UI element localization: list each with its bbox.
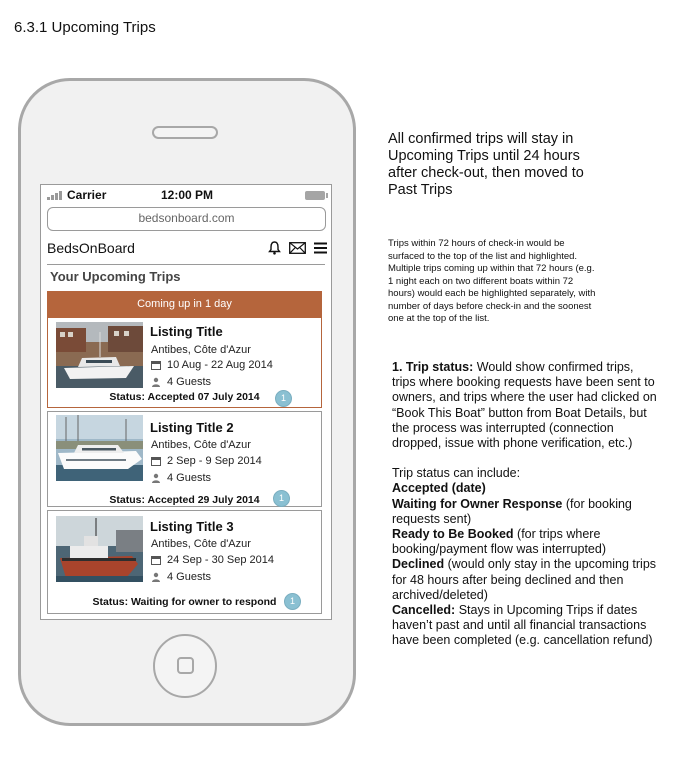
page-title: Your Upcoming Trips [50,269,181,284]
note-72-hours: Trips within 72 hours of check-in would be surfaced to the top of the list and highlighted. Multiple trips coming up within that 72 hours (e.g. 1 night each on two different boats within 72 hours) would each be highlighted separately, with number of days before check-in and the soonest one at the top of the list. [388,238,596,324]
home-button[interactable] [153,634,217,698]
notification-badge[interactable]: 1 [273,490,290,507]
battery-icon [305,191,325,200]
guest-icon [151,473,161,483]
section-title: 6.3.1 Upcoming Trips [14,19,156,36]
boat-photo [56,322,143,388]
status-label: Waiting for Owner Response [392,496,563,511]
status-bar [41,185,331,206]
listing-title[interactable]: Listing Title [150,324,223,339]
trip-dates: 10 Aug - 22 Aug 2014 [167,359,273,371]
guest-count: 4 Guests [167,376,212,388]
trip-status-notes [392,360,657,649]
status-list-intro: Trip status can include: [392,466,521,481]
trip-status: Status: Waiting for owner to respond [92,596,277,608]
calendar-icon [151,456,161,466]
boat-photo [56,516,143,582]
calendar-icon [151,555,161,565]
status-label: Declined [392,557,445,572]
listing-location: Antibes, Côte d'Azur [151,344,251,356]
phone-speaker [152,126,218,139]
phone-screen [40,184,332,620]
trip-status-text: Would show confirmed trips, trips where booking requests have been sent to owners, and trips where the user had clicked on “Book This Boat” button from Boat Details, but the process was interrupted (connection dropped, issue with phone verification, etc.) [392,360,657,451]
trip-dates: 2 Sep - 9 Sep 2014 [167,455,262,467]
guest-count: 4 Guests [167,571,212,583]
trip-card[interactable] [47,411,322,507]
header-divider [47,264,325,265]
trip-status: Status: Accepted 07 July 2014 [109,391,260,403]
menu-icon[interactable] [314,242,327,254]
coming-up-banner: Coming up in 1 day [47,291,322,318]
status-label: Accepted (date) [392,481,486,496]
listing-title[interactable]: Listing Title 2 [150,420,234,435]
status-desc: (would only stay in the upcoming trips for 48 hours after being declined and then archived/deleted) [392,557,657,602]
guest-count: 4 Guests [167,472,212,484]
status-time: 12:00 PM [161,188,214,202]
listing-location: Antibes, Côte d'Azur [151,538,251,550]
guest-icon [151,377,161,387]
carrier-label: Carrier [67,188,107,202]
boat-photo [56,415,143,481]
trip-card[interactable] [47,318,322,408]
notification-badge[interactable]: 1 [275,390,292,407]
trip-status-heading: 1. Trip status: [392,360,474,374]
status-label: Ready to Be Booked [392,527,514,542]
note-confirmed-trips: All confirmed trips will stay in Upcoming Trips until 24 hours after check-out, then moved to Past Trips [388,131,584,198]
trip-status: Status: Accepted 29 July 2014 [109,494,260,506]
calendar-icon [151,360,161,370]
status-desc: Stays in Upcoming Trips if dates haven’t past and until all financial transactions have been completed (e.g. cancellation refund) [392,603,653,648]
listing-location: Antibes, Côte d'Azur [151,439,251,451]
status-desc: (for trips where booking/payment flow was interrupted) [392,527,607,557]
notification-badge[interactable]: 1 [284,593,301,610]
status-label: Cancelled: [392,603,456,618]
trip-card[interactable] [47,510,322,614]
brand-logo[interactable]: BedsOnBoard [47,240,135,256]
guest-icon [151,572,161,582]
status-desc: (for booking requests sent) [392,496,632,526]
mail-icon[interactable] [289,242,306,254]
bell-icon[interactable] [268,241,281,255]
listing-title[interactable]: Listing Title 3 [150,519,234,534]
app-header [41,237,331,264]
trip-dates: 24 Sep - 30 Sep 2014 [167,554,275,566]
url-bar[interactable]: bedsonboard.com [47,207,326,231]
